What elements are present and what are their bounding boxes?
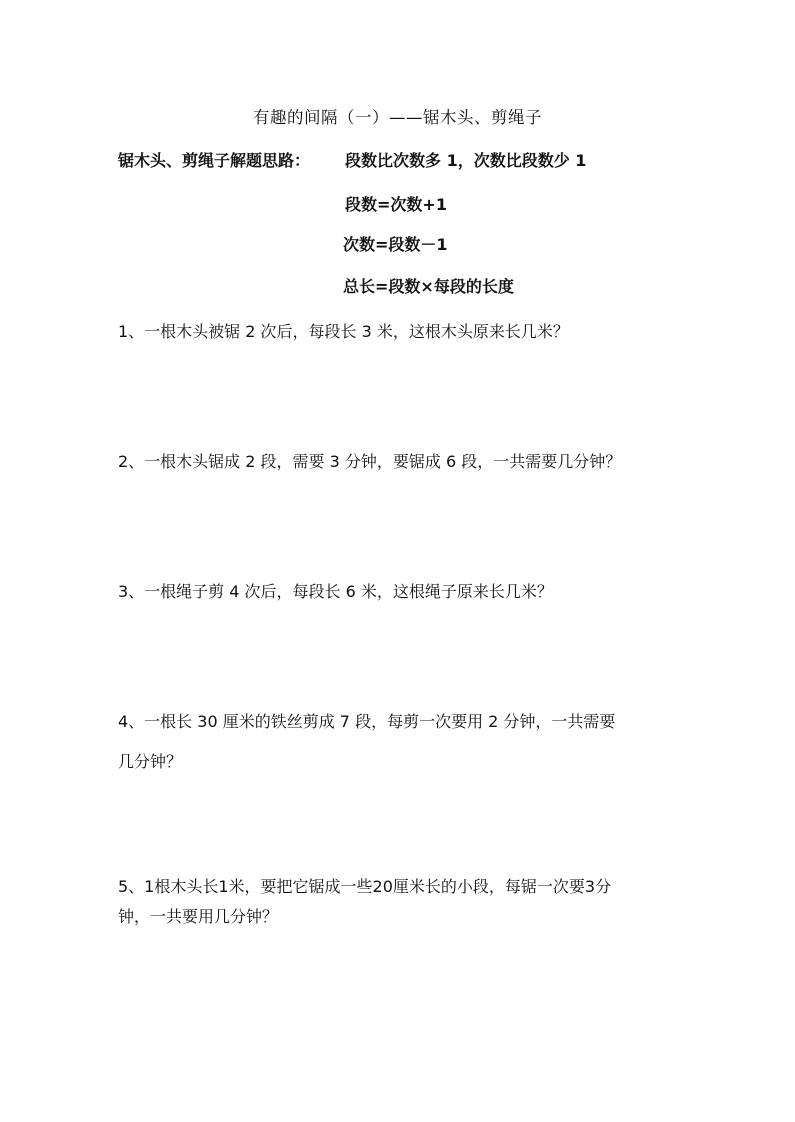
method-label: 锯木头、剪绳子解题思路： — [118, 151, 311, 170]
method-rule: 段数比次数多 1，次数比段数少 1 — [345, 151, 587, 170]
question-2: 2、一根木头锯成 2 段，需要 3 分钟，要锯成 6 段，一共需要几分钟？ — [118, 452, 622, 471]
question-5-line-2: 钟，一共要用几分钟？ — [118, 907, 279, 926]
question-1: 1、一根木头被锯 2 次后，每段长 3 米，这根木头原来长几米？ — [118, 322, 569, 341]
formula-total-length: 总长=段数×每段的长度 — [343, 277, 514, 296]
formula-cuts: 次数=段数－1 — [343, 235, 448, 254]
question-3: 3、一根绳子剪 4 次后，每段长 6 米，这根绳子原来长几米？ — [118, 582, 553, 601]
page-title: 有趣的间隔（一）——锯木头、剪绳子 — [253, 108, 542, 127]
question-4-line-1: 4、一根长 30 厘米的铁丝剪成 7 段，每剪一次要用 2 分钟，一共需要 — [118, 712, 616, 731]
formula-segments: 段数=次数+1 — [345, 195, 447, 214]
question-4-line-2: 几分钟？ — [118, 752, 183, 771]
question-5-line-1: 5、1根木头长1米，要把它锯成一些20厘米长的小段，每锯一次要3分 — [118, 877, 612, 896]
